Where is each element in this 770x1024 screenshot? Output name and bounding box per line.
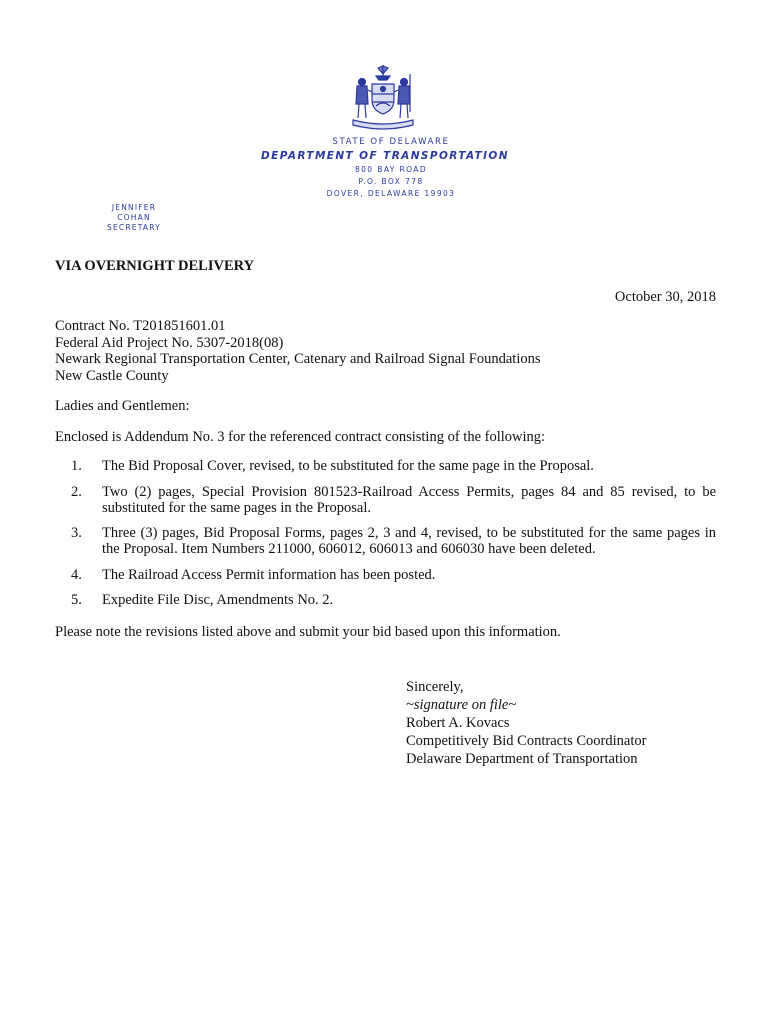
address-line-1: 800 BAY ROAD <box>354 165 428 174</box>
list-item-number: 1. <box>71 458 82 474</box>
list-item <box>55 484 716 516</box>
reference-block <box>55 318 541 384</box>
list-item-number: 2. <box>71 483 82 500</box>
list-item <box>55 567 716 583</box>
list-item <box>55 525 716 557</box>
signature-line: ~signature on file~ <box>406 697 517 713</box>
letter-date: October 30, 2018 <box>614 289 716 305</box>
delaware-state-seal-icon <box>343 62 423 134</box>
list-item-text: Two (2) pages, Special Provision 801523-Railroad Access Permits, pages 84 and 85 revised, to be substituted for the same pages in the Proposal. <box>102 483 716 516</box>
department-name: DEPARTMENT OF TRANSPORTATION <box>261 150 509 162</box>
address-line-2: P.O. BOX 778 <box>358 177 424 186</box>
intro-paragraph: Enclosed is Addendum No. 3 for the referenced contract consisting of the following: <box>55 429 546 445</box>
signer-name: Robert A. Kovacs <box>406 715 510 731</box>
address-line-3: DOVER, DELAWARE 19903 <box>326 189 456 198</box>
list-item-text: The Bid Proposal Cover, revised, to be substituted for the same page in the Proposal. <box>102 458 594 474</box>
agency-letterhead <box>0 136 770 200</box>
list-item-number: 4. <box>71 566 82 583</box>
list-item-text: The Railroad Access Permit information has been posted. <box>102 566 436 583</box>
secretary-block <box>94 203 174 233</box>
signer-title: Competitively Bid Contracts Coordinator <box>406 733 647 749</box>
list-item-text: Expedite File Disc, Amendments No. 2. <box>102 592 334 608</box>
signature-block <box>406 678 646 768</box>
delivery-method: VIA OVERNIGHT DELIVERY <box>55 258 255 274</box>
list-item-number: 3. <box>71 525 82 541</box>
closing-note: Please note the revisions listed above and submit your bid based upon this information. <box>55 624 561 640</box>
signer-organization: Delaware Department of Transportation <box>406 751 638 767</box>
federal-aid-project: Federal Aid Project No. 5307-2018(08) <box>55 334 284 351</box>
enclosure-list <box>55 458 716 618</box>
state-name: STATE OF DELAWARE <box>332 137 450 147</box>
closing-word: Sincerely, <box>406 679 464 695</box>
list-item-number: 5. <box>71 592 82 608</box>
county-name: New Castle County <box>55 367 169 384</box>
list-item <box>55 458 716 474</box>
secretary-name: JENNIFER COHAN <box>111 203 157 222</box>
salutation: Ladies and Gentlemen: <box>55 398 190 414</box>
list-item <box>55 592 716 608</box>
secretary-title: SECRETARY <box>107 223 161 232</box>
list-item-text: Three (3) pages, Bid Proposal Forms, pages 2, 3 and 4, revised, to be substituted for the same pages in the Proposal. Item Numbers 211000, 606012, 606013 and 606030 have been deleted. <box>102 525 716 557</box>
contract-number: Contract No. T201851601.01 <box>55 318 226 334</box>
project-name: Newark Regional Transportation Center, Catenary and Railroad Signal Foundations <box>55 351 541 367</box>
